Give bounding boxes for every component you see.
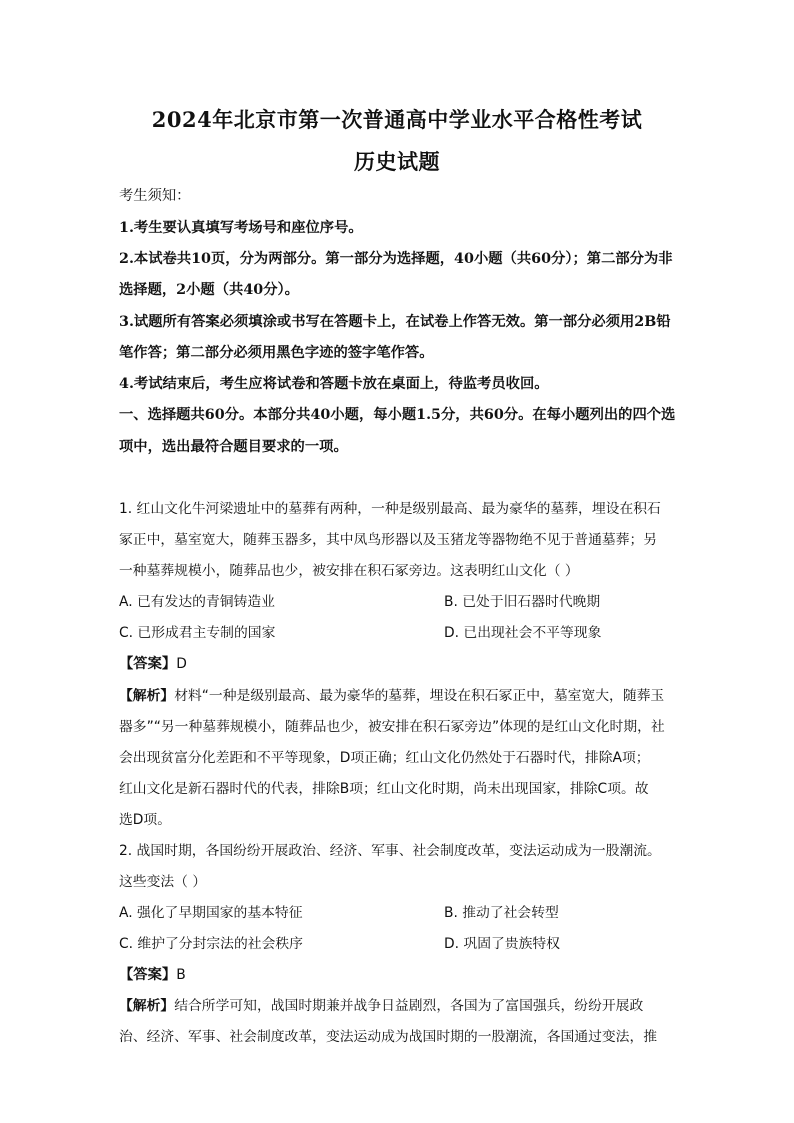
notice-line-4: 3.试题所有答案必须填涂或书写在答题卡上，在试卷上作答无效。第一部分必须用2B铅 xyxy=(119,314,671,330)
notice-line-6: 4.考试结束后，考生应将试卷和答题卡放在桌面上，待监考员收回。 xyxy=(119,376,549,392)
q2-stem-line-1: 2. 战国时期，各国纷纷开展政治、经济、军事、社会制度改革，变法运动成为一股潮流。 xyxy=(119,843,661,859)
q1-answer-label: 【答案】 xyxy=(119,656,177,672)
q2-analysis-line-1 xyxy=(119,996,679,1016)
q2-analysis-line-2: 治、经济、军事、社会制度改革，变法运动成为战国时期的一股潮流，各国通过变法，推 xyxy=(119,1029,658,1045)
q1-analysis-label: 【解析】 xyxy=(119,688,175,704)
q1-analysis-line-2: 器多”“另一种墓葬规模小，随葬品也少，被安排在积石冢旁边”体现的是红山文化时期，社 xyxy=(119,719,665,735)
exam-title: 2024年北京市第一次普通高中学业水平合格性考试 xyxy=(151,107,643,132)
q1-stem-line-2: 冢正中，墓室宽大，随葬玉器多，其中凤鸟形器以及玉猪龙等器物绝不见于普通墓葬；另 xyxy=(119,532,658,548)
q1-analysis-line-5: 选D项。 xyxy=(119,812,172,828)
notice-line-2: 2.本试卷共10页，分为两部分。第一部分为选择题，40小题（共60分）；第二部分为非 xyxy=(119,251,673,267)
q2-analysis-label: 【解析】 xyxy=(119,998,175,1014)
q1-answer-value: D xyxy=(176,656,187,672)
q1-option-c: C. 已形成君主专制的国家 xyxy=(119,625,276,641)
q1-answer xyxy=(119,654,679,674)
q2-option-d: D. 巩固了贵族特权 xyxy=(444,936,560,952)
notice-line-1: 1.考生要认真填写考场号和座位序号。 xyxy=(119,220,363,236)
q2-analysis-text-1: 结合所学可知，战国时期兼并战争日益剧烈，各国为了富国强兵，纷纷开展政 xyxy=(174,998,644,1014)
q1-option-b: B. 已处于旧石器时代晚期 xyxy=(444,594,601,610)
q2-option-c: C. 维护了分封宗法的社会秩序 xyxy=(119,936,303,952)
q1-option-d: D. 已出现社会不平等现象 xyxy=(444,625,602,641)
q2-answer xyxy=(119,965,679,985)
q1-analysis-line-3: 会出现贫富分化差距和不平等现象，D项正确；红山文化仍然处于石器时代，排除A项； xyxy=(119,750,650,766)
q2-answer-label: 【答案】 xyxy=(119,967,177,983)
section-heading-line-1: 一、选择题共60分。本部分共40小题，每小题1.5分，共60分。在每小题列出的四个选 xyxy=(119,407,676,423)
q1-stem-line-3: 一种墓葬规模小，随葬品也少，被安排在积石冢旁边。这表明红山文化（ ） xyxy=(119,563,579,579)
q2-option-a: A. 强化了早期国家的基本特征 xyxy=(119,905,303,921)
q1-option-a: A. 已有发达的青铜铸造业 xyxy=(119,594,275,610)
q1-analysis-line-1 xyxy=(119,686,679,706)
section-heading-line-2: 项中，选出最符合题目要求的一项。 xyxy=(119,439,348,455)
notice-line-5: 笔作答；第二部分必须用黑色字迹的签字笔作答。 xyxy=(119,345,434,361)
q2-answer-value: B xyxy=(176,967,186,983)
notice-heading: 考生须知： xyxy=(119,188,191,204)
q2-stem-line-2: 这些变法（ ） xyxy=(119,874,207,890)
q1-analysis-text-1: 材料“一种是级别最高、最为豪华的墓葬，埋设在积石冢正中，墓室宽大，随葬玉 xyxy=(174,688,665,704)
q2-option-b: B. 推动了社会转型 xyxy=(444,905,559,921)
q1-analysis-line-4: 红山文化是新石器时代的代表，排除B项；红山文化时期，尚未出现国家，排除C项。故 xyxy=(119,781,649,797)
q1-stem-line-1: 1. 红山文化牛河梁遗址中的墓葬有两种，一种是级别最高、最为豪华的墓葬，埋设在积石 xyxy=(119,501,661,517)
exam-subject-title: 历史试题 xyxy=(354,149,440,174)
notice-line-3: 选择题，2小题（共40分）。 xyxy=(119,282,299,298)
